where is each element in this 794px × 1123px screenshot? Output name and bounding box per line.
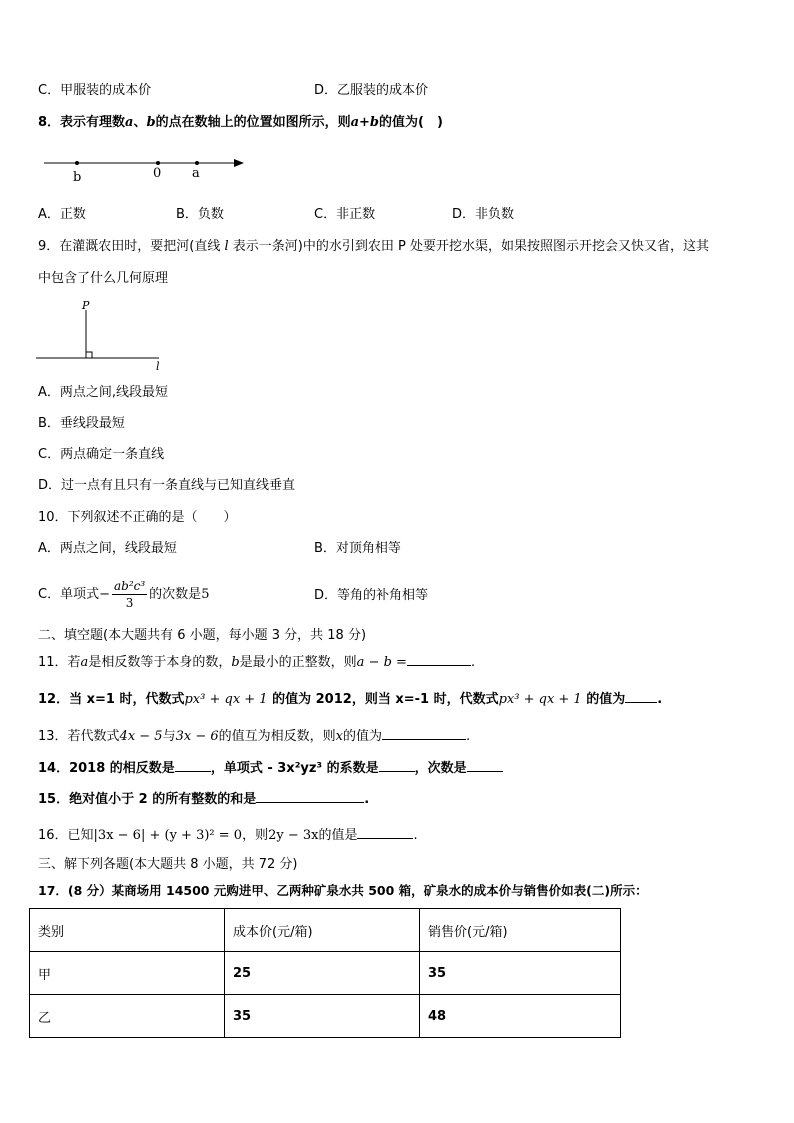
- q10-option-c: C．单项式− $\frac{\text{ab²c³}}{3}$ 的次数是5: [38, 579, 210, 610]
- point-a: [195, 161, 199, 165]
- minus-sign: −: [99, 587, 110, 602]
- table-cell: 48: [420, 995, 621, 1038]
- label-a: a: [192, 166, 200, 181]
- q8-stem: 8．表示有理数a、b的点在数轴上的位置如图所示，则a+b的值为( ): [38, 115, 443, 130]
- table-cell: 乙: [30, 995, 225, 1038]
- q7-option-c: C．甲服装的成本价: [38, 83, 152, 98]
- label-b: b: [73, 170, 82, 185]
- q11: 11．若a是相反数等于本身的数，b是最小的正整数，则a − b = .: [38, 655, 476, 670]
- q7-option-d: D．乙服装的成本价: [314, 83, 429, 98]
- answer-blank[interactable]: [175, 759, 211, 772]
- q13: 13．若代数式4x − 5与3x − 6的值互为相反数，则x的值为 .: [38, 729, 471, 744]
- answer-blank[interactable]: [357, 826, 413, 839]
- point-0: [156, 161, 160, 165]
- q14: 14．2018 的相反数是 ，单项式 - 3x²yz³ 的系数是 ，次数是: [38, 759, 503, 778]
- q10-stem: 10．下列叙述不正确的是（ ）: [38, 510, 237, 525]
- right-angle-mark: [86, 352, 92, 358]
- table-cell: 25: [225, 952, 420, 995]
- q8-number-line-figure: [40, 152, 250, 186]
- q9-stem-line2: 中包含了什么几何原理: [38, 271, 169, 286]
- q10-option-a: A．两点之间，线段最短: [38, 541, 177, 556]
- q17-table: [29, 908, 621, 1038]
- table-header-cell: 销售价(元/箱): [420, 909, 621, 952]
- table-cell: 35: [420, 952, 621, 995]
- q8-option-c: C．非正数: [314, 207, 376, 222]
- table-header-cell: 类别: [30, 909, 225, 952]
- q8-option-a: A．正数: [38, 207, 86, 222]
- section-3-heading: 三、解下列各题(本大题共 8 小题，共 72 分): [38, 857, 298, 872]
- label-0: 0: [153, 166, 162, 181]
- q8-option-d: D．非负数: [452, 207, 515, 222]
- q8-option-b: B．负数: [176, 207, 224, 222]
- answer-blank[interactable]: [625, 690, 657, 703]
- q9-perpendicular-figure: [34, 298, 174, 374]
- q15: 15．绝对值小于 2 的所有整数的和是 .: [38, 792, 370, 807]
- answer-blank[interactable]: [467, 759, 503, 772]
- table-row: [30, 995, 621, 1038]
- q10-option-b: B．对顶角相等: [314, 541, 401, 556]
- table-header-row: [30, 909, 621, 952]
- q10-option-d: D．等角的补角相等: [314, 588, 429, 603]
- answer-blank[interactable]: [382, 727, 466, 740]
- answer-blank[interactable]: [407, 653, 471, 666]
- q9-stem-line1: 9．在灌溉农田时，要把河(直线 l 表示一条河)中的水引到农田 P 处要开挖水渠，如果按照图示开挖会又快又省，这其: [38, 239, 709, 254]
- table-header-cell: 成本价(元/箱): [225, 909, 420, 952]
- fraction: $\frac{\text{ab²c³}}{3}$: [113, 579, 146, 610]
- table-row: [30, 952, 621, 995]
- point-b: [75, 161, 79, 165]
- q9-option-d: D．过一点有且只有一条直线与已知直线垂直: [38, 478, 296, 493]
- number-line-arrow: [234, 159, 244, 167]
- label-l: l: [156, 360, 160, 373]
- q9-option-c: C．两点确定一条直线: [38, 447, 165, 462]
- q17-stem: 17．(8 分）某商场用 14500 元购进甲、乙两种矿泉水共 500 箱，矿泉水的成本价与销售价如表(二)所示：: [38, 883, 648, 898]
- section-2-heading: 二、填空题(本大题共有 6 小题，每小题 3 分，共 18 分): [38, 628, 367, 643]
- table-cell: 甲: [30, 952, 225, 995]
- q12: 12．当 x=1 时，代数式px³ + qx + 1 的值为 2012，则当 x=-1 时，代数式px³ + qx + 1 的值为 .: [38, 692, 663, 707]
- answer-blank[interactable]: [379, 759, 415, 772]
- q16: 16．已知|3x − 6| + (y + 3)² = 0，则2y − 3x的值是 .: [38, 828, 418, 843]
- label-p: P: [82, 299, 90, 312]
- q9-option-a: A．两点之间,线段最短: [38, 385, 169, 400]
- answer-blank[interactable]: [256, 790, 364, 803]
- table-cell: 35: [225, 995, 420, 1038]
- q9-option-b: B．垂线段最短: [38, 416, 125, 431]
